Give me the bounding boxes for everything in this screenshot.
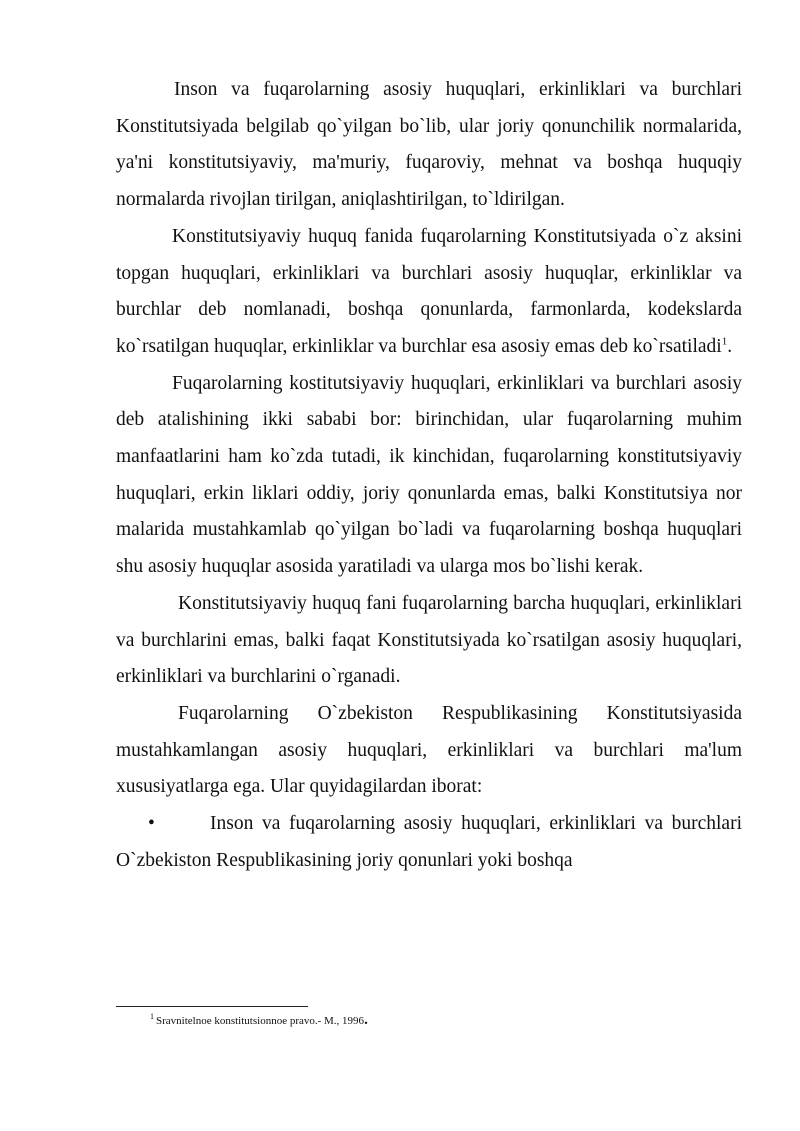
paragraph-2-end: . [727, 335, 733, 357]
paragraph-2 [116, 219, 742, 366]
paragraph-4: Konstitutsiyaviy huquq fani fuqarolarning barcha huquqlari, erkinliklari va burchlarini emas, balki faqat Konstitutsiyada ko`rsatilgan asosiy huquqlari, erkinliklari va burchlarini o`rganadi. [116, 592, 742, 688]
footnote-number: 1 [150, 1012, 154, 1022]
footnote-end: . [364, 1012, 368, 1028]
paragraph-2-text: Konstitutsiyaviy huquq fanida fuqarolarning Konstitutsiyada o`z aksini topgan huquqlari, erkinliklari va burchlari asosiy huquqlar, erkinliklar va burchlar deb nomlanadi, boshqa qonunlarda, farmonlarda, kodekslarda ko`rsatilgan huquqlar, erkinliklar va burchlar esa asosiy emas deb ko`rsatiladi [116, 225, 742, 357]
footnote-divider [116, 1006, 308, 1007]
footnote [150, 1013, 368, 1028]
bullet-icon: • [148, 813, 155, 835]
paragraph-3: Fuqarolarning kostitutsiyaviy huquqlari, erkinliklari va burchlari asosiy deb atalishining ikki sababi bor: birinchidan, ular fuqarolarning muhim manfaatlarini ham ko`zda tutadi, ik kinchidan, fuqarolarning konstitutsiyaviy huquqlari, erkin liklari oddiy, joriy qonunlarda emas, balki Konstitutsiya nor malarida mustahkamlab qo`yilgan bo`ladi va fuqarolarning boshqa huquqlari shu asosiy huquqlar asosida yaratiladi va ularga mos bo`lishi kerak. [116, 372, 742, 578]
bullet-item-1 [116, 806, 742, 879]
bullet-item-1-text: Inson va fuqarolarning asosiy huquqlari, erkinliklari va burchlari O`zbekiston Respublikasining joriy qonunlari yoki boshqa [116, 813, 742, 871]
footnote-reference: 1 [721, 335, 728, 348]
paragraph-5: Fuqarolarning O`zbekiston Respublikasining Konstitutsiyasida mustahkamlangan asosiy huquqlari, erkinliklari va burchlari ma'lum xususiyatlarga ega. Ular quyidagilardan iborat: [116, 702, 742, 798]
body-text [116, 72, 742, 879]
footnote-text: Sravnitelnoe konstitutsionnoe pravo.- M., 1996 [156, 1015, 365, 1027]
paragraph-1: Inson va fuqarolarning asosiy huquqlari, erkinliklari va burchlari Konstitutsiyada belgilab qo`yilgan bo`lib, ular joriy qonunchilik normalarida, ya'ni konstitutsiyaviy, ma'muriy, fuqaroviy, mehnat va boshqa huquqiy normalarda rivojlan tirilgan, aniqlashtirilgan, to`ldirilgan. [116, 79, 742, 211]
